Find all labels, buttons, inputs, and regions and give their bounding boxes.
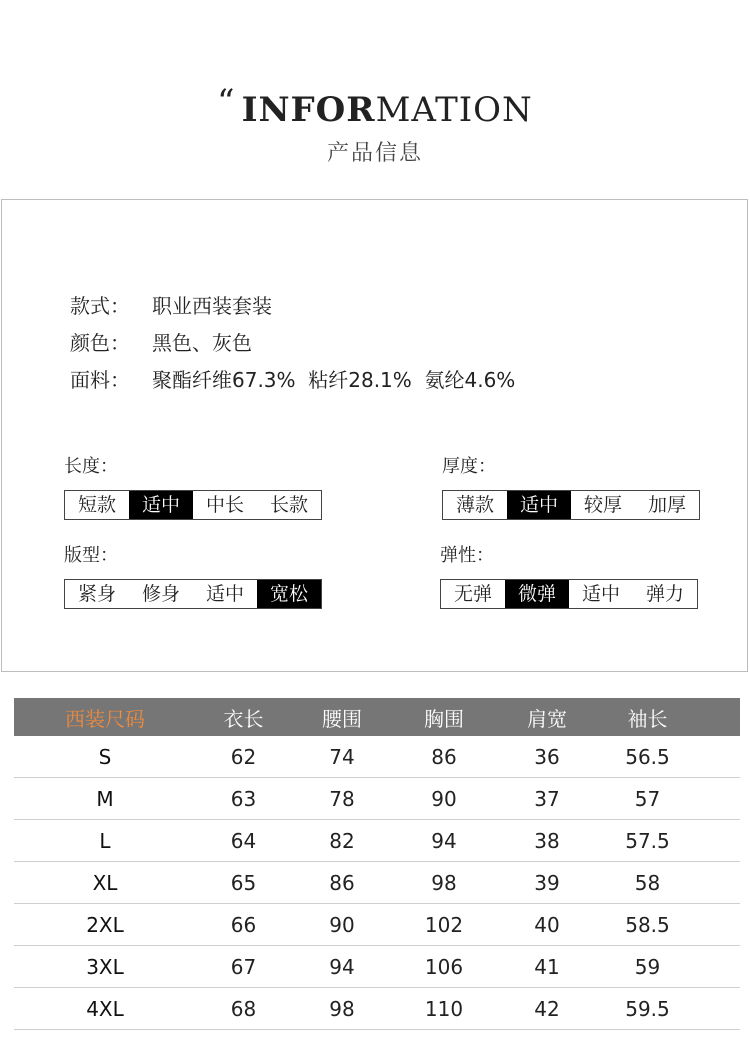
spec-value: 聚酯纤维67.3% 粘纤28.1% 氨纶4.6% (152, 368, 516, 392)
header-sleeve: 袖长 (627, 706, 668, 731)
spec-label: 颜色： (70, 331, 130, 355)
waist-cell: 78 (329, 786, 355, 811)
spec-fabric (70, 364, 515, 393)
sleeve-cell: 57 (634, 786, 661, 811)
sleeve-cell: 59.5 (625, 996, 670, 1021)
title-bold-part: INFOR (241, 90, 376, 130)
option-long: 长款 (257, 491, 321, 519)
spec-style (70, 290, 272, 319)
shoulder-cell: 36 (534, 744, 560, 769)
table-row (14, 946, 740, 988)
header-shoulder: 肩宽 (527, 706, 567, 731)
shoulder-cell: 40 (534, 912, 560, 937)
option-regular: 适中 (193, 580, 257, 608)
table-row (14, 904, 740, 946)
waist-cell: 82 (329, 828, 355, 853)
header-chest: 胸围 (424, 706, 464, 731)
sleeve-cell: 58 (634, 870, 661, 895)
spec-label: 款式： (70, 294, 130, 318)
page-header (0, 0, 750, 200)
size-cell: 3XL (86, 954, 124, 979)
attribute-label: 版型： (64, 545, 118, 566)
attribute-thickness (442, 452, 700, 520)
option-medium: 适中 (129, 491, 193, 519)
table-row (14, 736, 740, 778)
header-waist: 腰围 (322, 706, 362, 731)
spec-color (70, 327, 252, 356)
table-row (14, 820, 740, 862)
option-thick: 加厚 (635, 491, 699, 519)
waist-cell: 98 (329, 996, 355, 1021)
chest-cell: 106 (424, 954, 464, 979)
size-cell: L (99, 828, 111, 853)
shoulder-cell: 42 (534, 996, 560, 1021)
quote-mark: “ (217, 82, 236, 122)
size-chart-table (14, 698, 740, 1030)
chest-cell: 98 (431, 870, 457, 895)
option-slim: 修身 (129, 580, 193, 608)
chest-cell: 94 (431, 828, 457, 853)
attribute-label: 弹性： (440, 545, 494, 566)
length-cell: 65 (230, 870, 257, 895)
chest-cell: 110 (424, 996, 464, 1021)
size-cell: XL (92, 870, 118, 895)
option-high-stretch: 弹力 (633, 580, 697, 608)
waist-cell: 74 (329, 744, 355, 769)
table-row (14, 778, 740, 820)
table-row (14, 862, 740, 904)
sleeve-cell: 59 (634, 954, 661, 979)
elasticity-options (440, 579, 698, 609)
waist-cell: 90 (329, 912, 355, 937)
option-medium: 适中 (507, 491, 571, 519)
length-cell: 62 (230, 744, 257, 769)
length-cell: 68 (230, 996, 257, 1021)
spec-label: 面料： (70, 368, 130, 392)
length-cell: 63 (230, 786, 257, 811)
thickness-options (442, 490, 700, 520)
chest-cell: 102 (424, 912, 464, 937)
size-cell: 4XL (86, 996, 124, 1021)
sleeve-cell: 57.5 (625, 828, 670, 853)
attribute-fit (64, 541, 322, 609)
length-cell: 64 (230, 828, 257, 853)
table-row (14, 988, 740, 1030)
option-thicker: 较厚 (571, 491, 635, 519)
information-title (0, 82, 750, 130)
shoulder-cell: 37 (534, 786, 560, 811)
option-mid-long: 中长 (193, 491, 257, 519)
size-chart-header (14, 698, 740, 736)
shoulder-cell: 39 (534, 870, 560, 895)
size-cell: 2XL (86, 912, 124, 937)
chest-cell: 86 (431, 744, 457, 769)
option-thin: 薄款 (443, 491, 507, 519)
attribute-label: 长度： (64, 456, 118, 477)
spec-value: 黑色、灰色 (152, 331, 252, 355)
option-no-stretch: 无弹 (441, 580, 505, 608)
title-light-part: MATION (375, 90, 533, 130)
option-loose: 宽松 (257, 580, 321, 608)
size-cell: M (96, 786, 114, 811)
chest-cell: 90 (431, 786, 457, 811)
shoulder-cell: 38 (534, 828, 560, 853)
waist-cell: 94 (329, 954, 355, 979)
attribute-label: 厚度： (442, 456, 496, 477)
attribute-length (64, 452, 322, 520)
product-info-panel (1, 199, 748, 672)
attribute-elasticity (440, 541, 698, 609)
header-size: 西装尺码 (65, 706, 145, 731)
option-short: 短款 (65, 491, 129, 519)
shoulder-cell: 41 (534, 954, 560, 979)
header-length: 衣长 (223, 706, 264, 731)
sleeve-cell: 58.5 (625, 912, 670, 937)
option-medium-stretch: 适中 (569, 580, 633, 608)
length-options (64, 490, 322, 520)
option-slight-stretch: 微弹 (505, 580, 569, 608)
waist-cell: 86 (329, 870, 355, 895)
option-tight: 紧身 (65, 580, 129, 608)
fit-options (64, 579, 322, 609)
length-cell: 67 (230, 954, 257, 979)
size-cell: S (98, 744, 112, 769)
information-subtitle: 产品信息 (326, 141, 423, 166)
spec-value: 职业西装套装 (152, 294, 272, 318)
sleeve-cell: 56.5 (625, 744, 670, 769)
length-cell: 66 (230, 912, 257, 937)
